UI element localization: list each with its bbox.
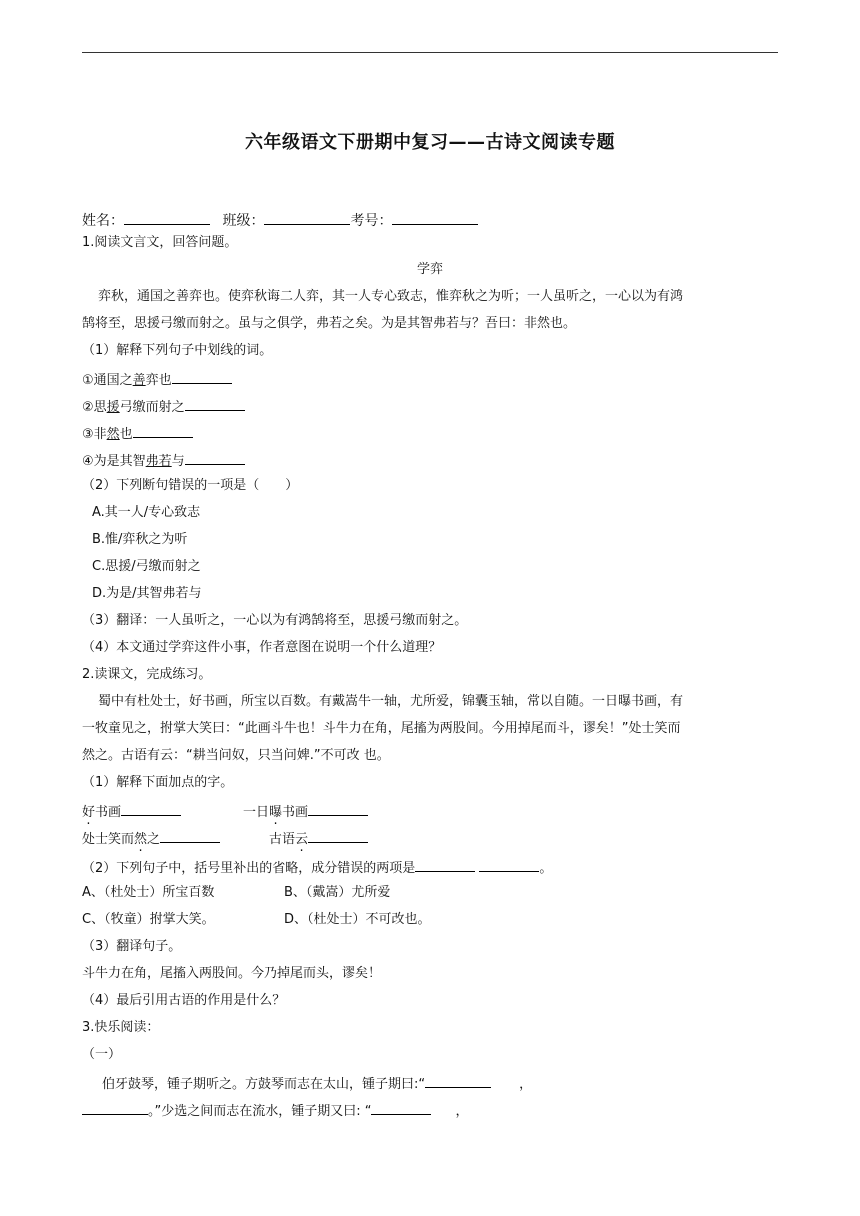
q2-word-1: 好书画 <box>82 801 181 822</box>
exam-no-blank[interactable] <box>392 210 478 225</box>
q1-item-4: ④为是其智弗若与 <box>82 450 245 471</box>
q1-option-a[interactable]: A.其一人/专心致志 <box>92 505 201 520</box>
student-info-row <box>82 210 478 230</box>
class-label: 班级： <box>222 213 265 229</box>
q1-sub-4: （4）本文通过学弈这件小事，作者意图在说明一个什么道理？ <box>82 640 442 655</box>
q2-option-a[interactable]: A、（杜处士）所宝百数 <box>82 885 215 900</box>
answer-blank[interactable] <box>308 801 368 816</box>
q1-heading: 1.阅读文言文，回答问题。 <box>82 235 238 250</box>
q2-sub-2: （2）下列句子中，括号里补出的省略，成分错误的两项是 。 <box>82 857 552 878</box>
q1-item-2: ②思援弓缴而射之 <box>82 396 245 417</box>
answer-blank[interactable] <box>160 828 220 843</box>
answer-blank[interactable] <box>82 1100 148 1115</box>
answer-blank[interactable] <box>185 396 245 411</box>
q1-sub-2: （2）下列断句错误的一项是（ ） <box>82 478 299 493</box>
page-title: 六年级语文下册期中复习——古诗文阅读专题 <box>245 132 615 153</box>
name-label: 姓名： <box>82 213 124 229</box>
q1-passage-line-1: 弈秋，通国之善弈也。使弈秋诲二人弈，其一人专心致志，惟弈秋之为听；一人虽听之，一心以为有鸿 <box>98 289 684 304</box>
answer-blank[interactable] <box>415 857 475 872</box>
q2-heading: 2.读课文，完成练习。 <box>82 667 212 682</box>
q2-passage-line-1: 蜀中有杜处士，好书画，所宝以百数。有戴嵩牛一轴，尤所爱，锦囊玉轴，常以自随。一日曝书画，有 <box>98 694 684 709</box>
q2-word-2: 一日曝书画 <box>243 801 368 822</box>
q2-sub-3: （3）翻译句子。 <box>82 939 182 954</box>
header-rule <box>82 52 778 53</box>
q3-heading: 3.快乐阅读： <box>82 1020 160 1035</box>
q2-option-b[interactable]: B、（戴嵩）尤所爱 <box>284 885 391 900</box>
answer-blank[interactable] <box>371 1100 431 1115</box>
q2-word-4: 古语云 <box>269 828 368 849</box>
q1-item-3: ③非然也 <box>82 423 193 444</box>
q2-passage-line-2: 一牧童见之，拊掌大笑曰：“此画斗牛也！斗牛力在角，尾搐为两股间。今用掉尾而斗，谬矣！”处士笑而 <box>82 721 681 736</box>
exam-no-label: 考号： <box>350 213 393 229</box>
q1-item-1: ①通国之善弈也 <box>82 369 232 390</box>
q2-passage-line-3: 然之。古语有云：“耕当问奴，只当问婢.”不可改 也。 <box>82 748 390 763</box>
q2-sub-4: （4）最后引用古语的作用是什么？ <box>82 993 286 1008</box>
q3-passage-line-1: 伯牙鼓琴，锺子期听之。方鼓琴而志在太山，锺子期曰:“ ， <box>102 1073 532 1094</box>
q1-sub-3: （3）翻译：一人虽听之，一心以为有鸿鹄将至，思援弓缴而射之。 <box>82 613 468 628</box>
class-blank[interactable] <box>264 210 350 225</box>
q2-option-c[interactable]: C、（牧童）拊掌大笑。 <box>82 912 215 927</box>
q2-sub-3-text: 斗牛力在角，尾搐入两股间。今乃掉尾而头，谬矣！ <box>82 966 382 981</box>
q2-option-d[interactable]: D、（杜处士）不可改也。 <box>284 912 431 927</box>
q1-option-d[interactable]: D.为是/其智弗若与 <box>92 586 202 601</box>
q1-passage-line-2: 鹄将至，思援弓缴而射之。虽与之俱学，弗若之矣。为是其智弗若与？吾曰：非然也。 <box>82 316 577 331</box>
answer-blank[interactable] <box>121 801 181 816</box>
answer-blank[interactable] <box>425 1073 491 1088</box>
q2-sub-1: （1）解释下面加点的字。 <box>82 775 234 790</box>
answer-blank[interactable] <box>185 450 245 465</box>
q1-option-b[interactable]: B.惟/弈秋之为听 <box>92 532 188 547</box>
q3-part: （一） <box>82 1047 122 1062</box>
name-blank[interactable] <box>124 210 210 225</box>
q1-passage-title: 学弈 <box>416 262 443 277</box>
answer-blank[interactable] <box>133 423 193 438</box>
q1-sub-1: （1）解释下列句子中划线的词。 <box>82 343 273 358</box>
answer-blank[interactable] <box>308 828 368 843</box>
q3-passage-line-2: 。”少选之间而志在流水，锺子期又曰: “ ， <box>82 1100 469 1121</box>
q2-word-3: 处士笑而然之 <box>82 828 220 849</box>
answer-blank[interactable] <box>479 857 539 872</box>
q1-option-c[interactable]: C.思援/弓缴而射之 <box>92 559 201 574</box>
answer-blank[interactable] <box>172 369 232 384</box>
